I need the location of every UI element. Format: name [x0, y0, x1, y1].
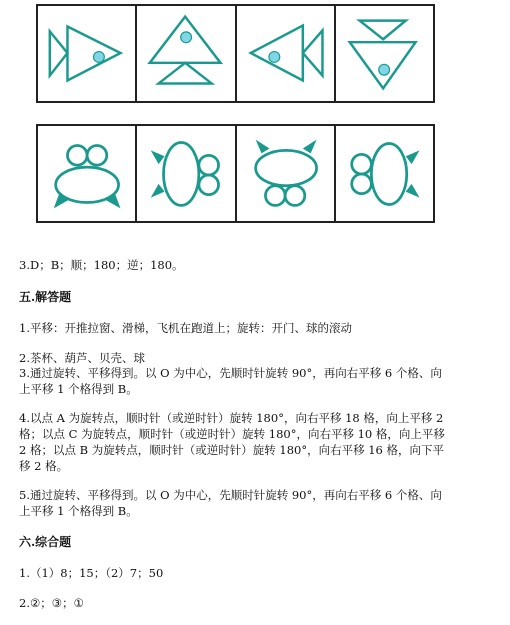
- answer-6-2: 2.②；③；①: [19, 596, 84, 610]
- frog-figure-row: [36, 124, 435, 223]
- frog-figure-4: [336, 126, 433, 221]
- answer-q3: 3.D；B；顺；180；逆；180。: [19, 258, 184, 272]
- answer-5-4-line4: 移 2 格。: [19, 459, 69, 473]
- fish-figure-2: [137, 6, 236, 101]
- fish-figure-1: [38, 6, 137, 101]
- answer-5-3-line1: 3.通过旋转、平移得到。以 O 为中心，先顺时针旋转 90°，再向右平移 6 个格、向: [19, 366, 442, 380]
- answer-5-4-line1: 4.以点 A 为旋转点，顺时针（或逆时针）旋转 180°，向右平移 18 格，向上平移 2: [19, 411, 444, 425]
- answer-5-5-line2: 上平移 1 个格得到 B。: [19, 504, 138, 518]
- answer-5-3-line2: 上平移 1 个格得到 B。: [19, 382, 138, 396]
- fish-figure-4: [336, 6, 433, 101]
- frog-figure-2: [137, 126, 236, 221]
- section-five-title: 五.解答题: [19, 290, 72, 304]
- answer-5-5-line1: 5.通过旋转、平移得到。以 O 为中心，先顺时针旋转 90°，再向右平移 6 个格、向: [19, 488, 442, 502]
- frog-figure-3: [237, 126, 336, 221]
- answer-5-4-line2: 格；以点 C 为旋转点，顺时针（或逆时针）旋转 180°，向右平移 10 格，向上平移: [19, 427, 445, 441]
- answer-5-1: 1.平移：开推拉窗、滑梯，飞机在跑道上；旋转：开门、球的滚动: [19, 321, 352, 335]
- fish-figure-3: [237, 6, 336, 101]
- fish-figure-row: [36, 4, 435, 103]
- section-six-title: 六.综合题: [19, 535, 72, 549]
- answer-5-4-line3: 2 格；以点 B 为旋转点，顺时针（或逆时针）旋转 180°，向右平移 16 格，向下平: [19, 443, 445, 457]
- frog-figure-1: [38, 126, 137, 221]
- answer-6-1: 1.（1）8；15；（2）7；50: [19, 566, 164, 580]
- answer-5-2: 2.茶杯、葫芦、贝壳、球: [19, 351, 145, 365]
